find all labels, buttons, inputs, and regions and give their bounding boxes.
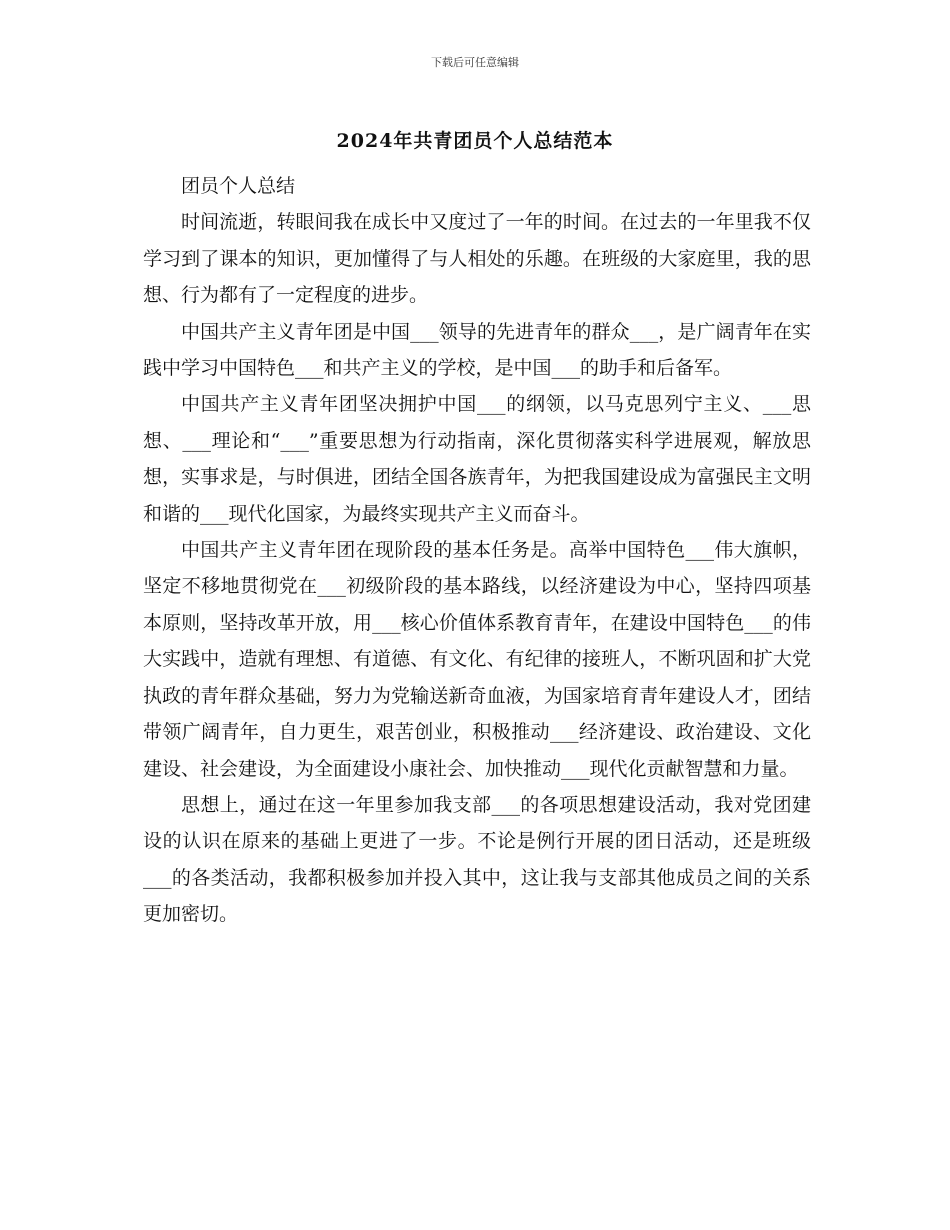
paragraph: 中国共产主义青年团在现阶段的基本任务是。高举中国特色___伟大旗帜，坚定不移地贯彻党在___初级阶段的基本路线，以经济建设为中心，坚持四项基本原则，坚持改革开放，用___核心价值体系教育青年，在建设中国特色___的伟大实践中，造就有理想、有道德、有文化、有纪律的接班人，不断巩固和扩大党执政的青年群众基础，努力为党输送新奇血液，为国家培育青年建设人才，团结带领广阔青年，自力更生，艰苦创业，积极推动___经济建设、政治建设、文化建设、社会建设，为全面建设小康社会、加快推动___现代化贡献智慧和力量。 [143,539,811,780]
paragraph: 时间流逝，转眼间我在成长中又度过了一年的时间。在过去的一年里我不仅学习到了课本的知识，更加懂得了与人相处的乐趣。在班级的大家庭里，我的思想、行为都有了一定程度的进步。 [143,211,811,307]
document-body [143,168,811,933]
paragraph-subtitle: 团员个人总结 [181,175,296,197]
header-note: 下载后可任意编辑 [431,56,519,69]
document-title: 2024年共青团员个人总结范本 [336,130,614,152]
paragraph: 中国共产主义青年团是中国___领导的先进青年的群众___，是广阔青年在实践中学习中国特色___和共产主义的学校，是中国___的助手和后备军。 [143,320,811,380]
paragraph: 中国共产主义青年团坚决拥护中国___的纲领，以马克思列宁主义、___思想、___理论和“___”重要思想为行动指南，深化贯彻落实科学进展观，解放思想，实事求是，与时俱进，团结全国各族青年，为把我国建设成为富强民主文明和谐的___现代化国家，为最终实现共产主义而奋斗。 [143,393,811,525]
paragraph: 思想上，通过在这一年里参加我支部___的各项思想建设活动，我对党团建设的认识在原来的基础上更进了一步。不论是例行开展的团日活动，还是班级___的各类活动，我都积极参加并投入其中，这让我与支部其他成员之间的关系更加密切。 [143,793,811,926]
